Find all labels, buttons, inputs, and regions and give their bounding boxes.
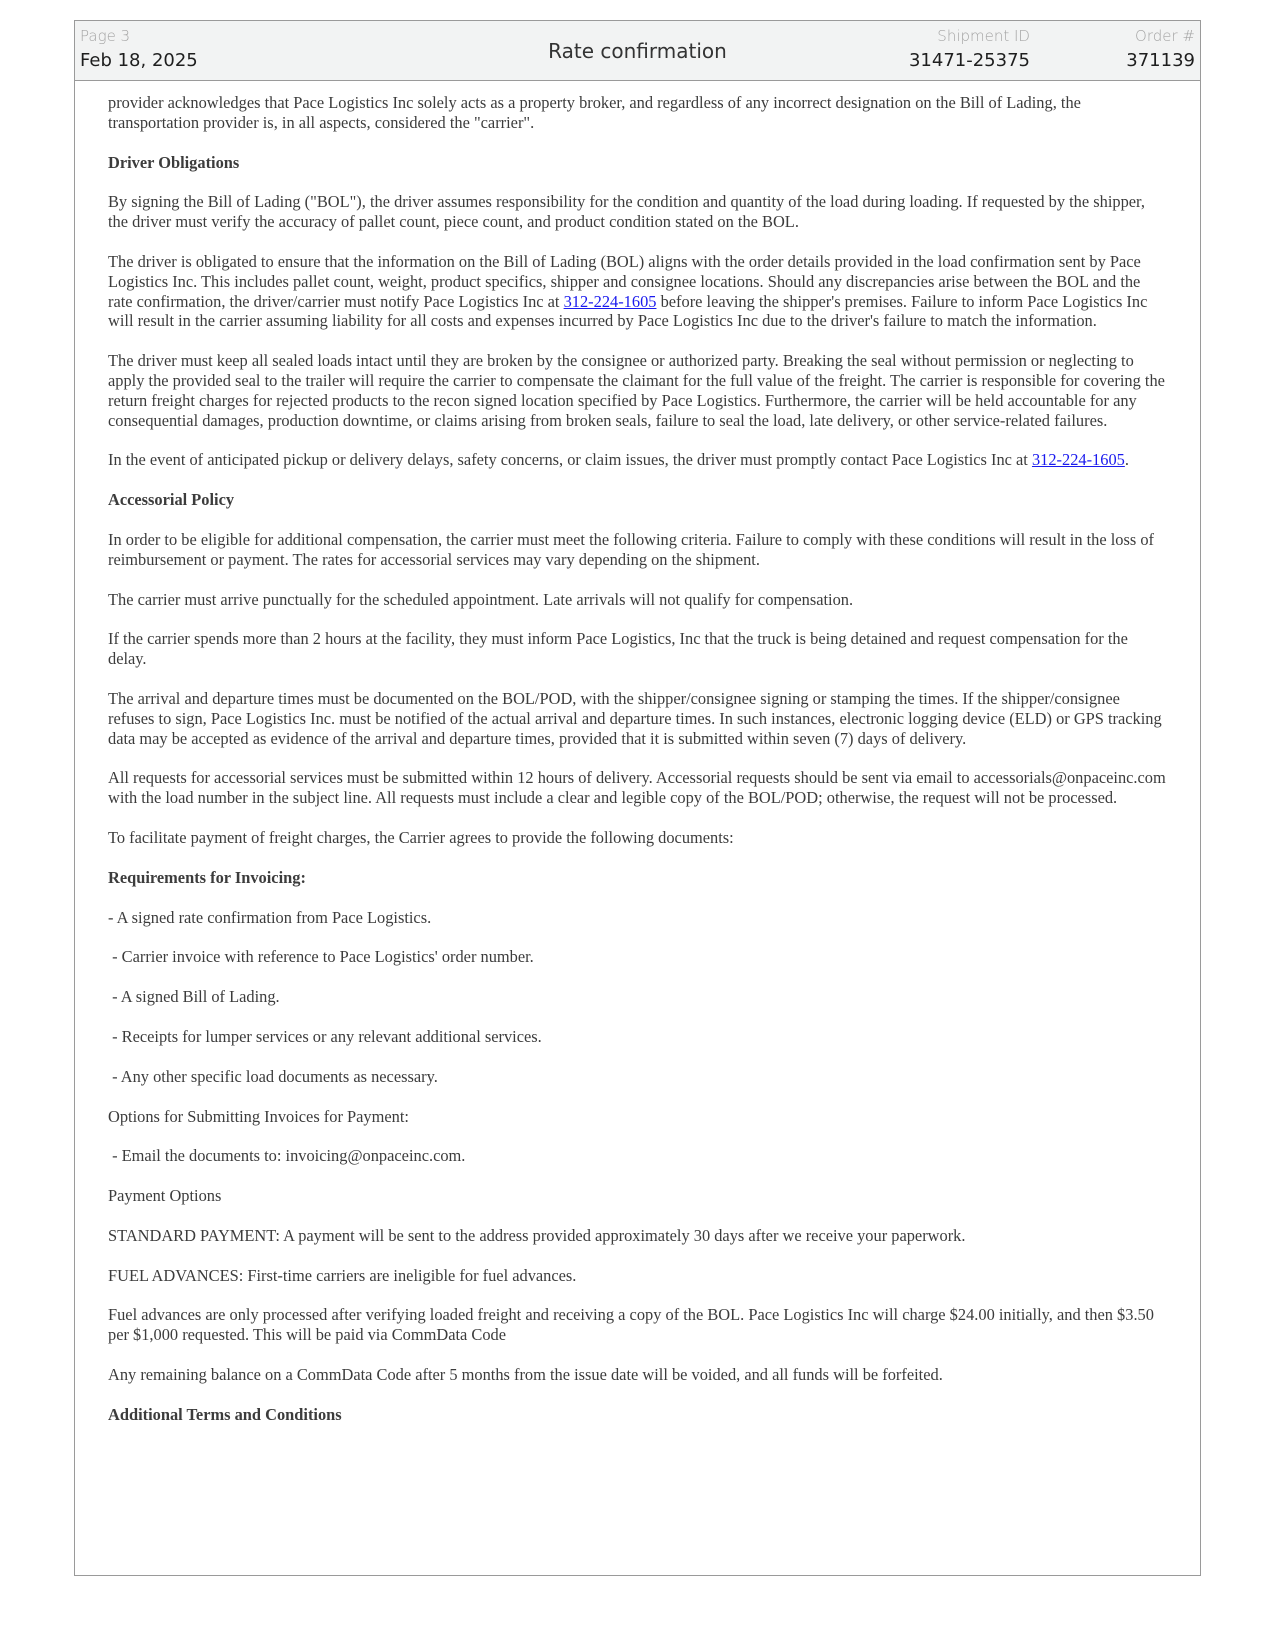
accessorial-paragraph-1: In order to be eligible for additional compensation, the carrier must meet the following criteria. Failure to comply with these conditions will result in the loss of reimbursement or payment. The rates for accessorial services may vary depending on the shipment. — [108, 529, 1155, 569]
driver-paragraph-2-text: The driver is obligated to ensure that the information on the Bill of Lading (BOL) aligns with the order details provided in the load confirmation sent by Pace Logistics Inc. This includes pallet count, weight, product specifics, shipper and consignee locations. Should any discrepancies arise between the BOL and the rate confirmation, the driver/carrier must notify Pace Logistics Inc at — [108, 251, 1141, 311]
fuel-advances-text: FUEL ADVANCES: First-time carriers are ineligible for fuel advances. — [108, 1265, 577, 1285]
shipment-info — [909, 26, 1030, 74]
payment-options-text: Payment Options — [108, 1186, 222, 1206]
document-header — [75, 21, 1200, 81]
driver-paragraph-2 — [108, 252, 1168, 331]
document-title: Rate confirmation — [548, 39, 727, 63]
order-number-label: Order # — [1135, 27, 1195, 45]
list-item: - Any other specific load documents as necessary. — [108, 1066, 438, 1086]
list-item: - Receipts for lumper services or any relevant additional services. — [108, 1026, 542, 1046]
driver-paragraph-1: By signing the Bill of Lading ("BOL"), the driver assumes responsibility for the condition and quantity of the load during loading. If requested by the shipper, the driver must verify the accuracy of pallet count, piece count, and product condition stated on the BOL. — [108, 192, 1145, 232]
shipment-id-value: 31471-25375 — [908, 50, 1030, 71]
accessorial-paragraph-6: To facilitate payment of freight charges, the Carrier agrees to provide the following documents: — [108, 827, 734, 847]
order-number-value: 371139 — [1126, 50, 1195, 71]
phone-link[interactable]: 312-224-1605 — [563, 291, 657, 311]
submit-options-text: Options for Submitting Invoices for Payment: — [108, 1106, 409, 1126]
submit-email-text: - Email the documents to: invoicing@onpaceinc.com. — [108, 1146, 466, 1166]
driver-paragraph-2-text-end: before leaving the shipper's premises. Failure to inform Pace Logistics Inc will result in the carrier assuming liability for all costs and expenses incurred by Pace Logistics Inc due to the driver's failure to match the information. — [108, 291, 1148, 331]
accessorial-policy-heading: Accessorial Policy — [108, 490, 235, 510]
driver-paragraph-4-text-end: . — [1124, 450, 1129, 470]
driver-paragraph-3: The driver must keep all sealed loads intact until they are broken by the consignee or authorized party. Breaking the seal without permission or neglecting to apply the provided seal to the trailer will require the carrier to compensate the claimant for the full value of the freight. The carrier is responsible for covering the return freight charges for rejected products to the recon signed location specified by Pace Logistics. Furthermore, the carrier will be held accountable for any consequential damages, production downtime, or claims arising from broken seals, failure to seal the load, late delivery, or other service-related failures. — [108, 351, 1165, 430]
commdata-balance-text: Any remaining balance on a CommData Code after 5 months from the issue date will be voided, and all funds will be forfeited. — [108, 1365, 943, 1385]
accessorial-paragraph-5: All requests for accessorial services must be submitted within 12 hours of delivery. Accessorial requests should be sent via email to accessorials@onpaceinc.com with the load number in the subject line. All requests must include a clear and legible copy of the BOL/POD; otherwise, the request will not be processed. — [108, 768, 1166, 808]
phone-link[interactable]: 312-224-1605 — [1031, 450, 1125, 470]
list-item: - A signed rate confirmation from Pace Logistics. — [108, 907, 432, 927]
driver-paragraph-4 — [108, 450, 1168, 470]
accessorial-paragraph-3: If the carrier spends more than 2 hours at the facility, they must inform Pace Logistics, Inc that the truck is being detained and request compensation for the delay. — [108, 629, 1128, 669]
accessorial-paragraph-2: The carrier must arrive punctually for the scheduled appointment. Late arrivals will not qualify for compensation. — [108, 589, 854, 609]
page-number-label: Page 3 — [80, 27, 131, 45]
fuel-advances-details: Fuel advances are only processed after verifying loaded freight and receiving a copy of the BOL. Pace Logistics Inc will charge $24.00 initially, and then $3.50 per $1,000 requested. This will be paid via CommData Code — [108, 1305, 1154, 1345]
additional-terms-heading: Additional Terms and Conditions — [108, 1404, 342, 1424]
intro-paragraph: provider acknowledges that Pace Logistics Inc solely acts as a property broker, and regardless of any incorrect designation on the Bill of Lading, the transportation provider is, in all aspects, considered the "carrier". — [108, 93, 1081, 132]
order-info — [1126, 26, 1195, 74]
list-item: - Carrier invoice with reference to Pace Logistics' order number. — [108, 947, 534, 967]
list-item: - A signed Bill of Lading. — [108, 987, 280, 1007]
shipment-id-label: Shipment ID — [937, 27, 1030, 45]
driver-obligations-heading: Driver Obligations — [108, 152, 240, 172]
driver-paragraph-4-text: In the event of anticipated pickup or delivery delays, safety concerns, or claim issues, the driver must promptly contact Pace Logistics Inc at — [108, 450, 1032, 470]
standard-payment-text: STANDARD PAYMENT: A payment will be sent to the address provided approximately 30 days after we receive your paperwork. — [108, 1225, 966, 1245]
invoicing-requirements-heading: Requirements for Invoicing: — [108, 867, 306, 887]
document-date: Feb 18, 2025 — [80, 50, 198, 71]
document-body — [108, 93, 1168, 1445]
document-page — [74, 20, 1201, 1576]
accessorial-paragraph-4: The arrival and departure times must be documented on the BOL/POD, with the shipper/consignee signing or stamping the times. If the shipper/consignee refuses to sign, Pace Logistics Inc. must be notified of the actual arrival and departure times. In such instances, electronic logging device (ELD) or GPS tracking data may be accepted as evidence of the arrival and departure times, provided that it is submitted within seven (7) days of delivery. — [108, 688, 1162, 748]
